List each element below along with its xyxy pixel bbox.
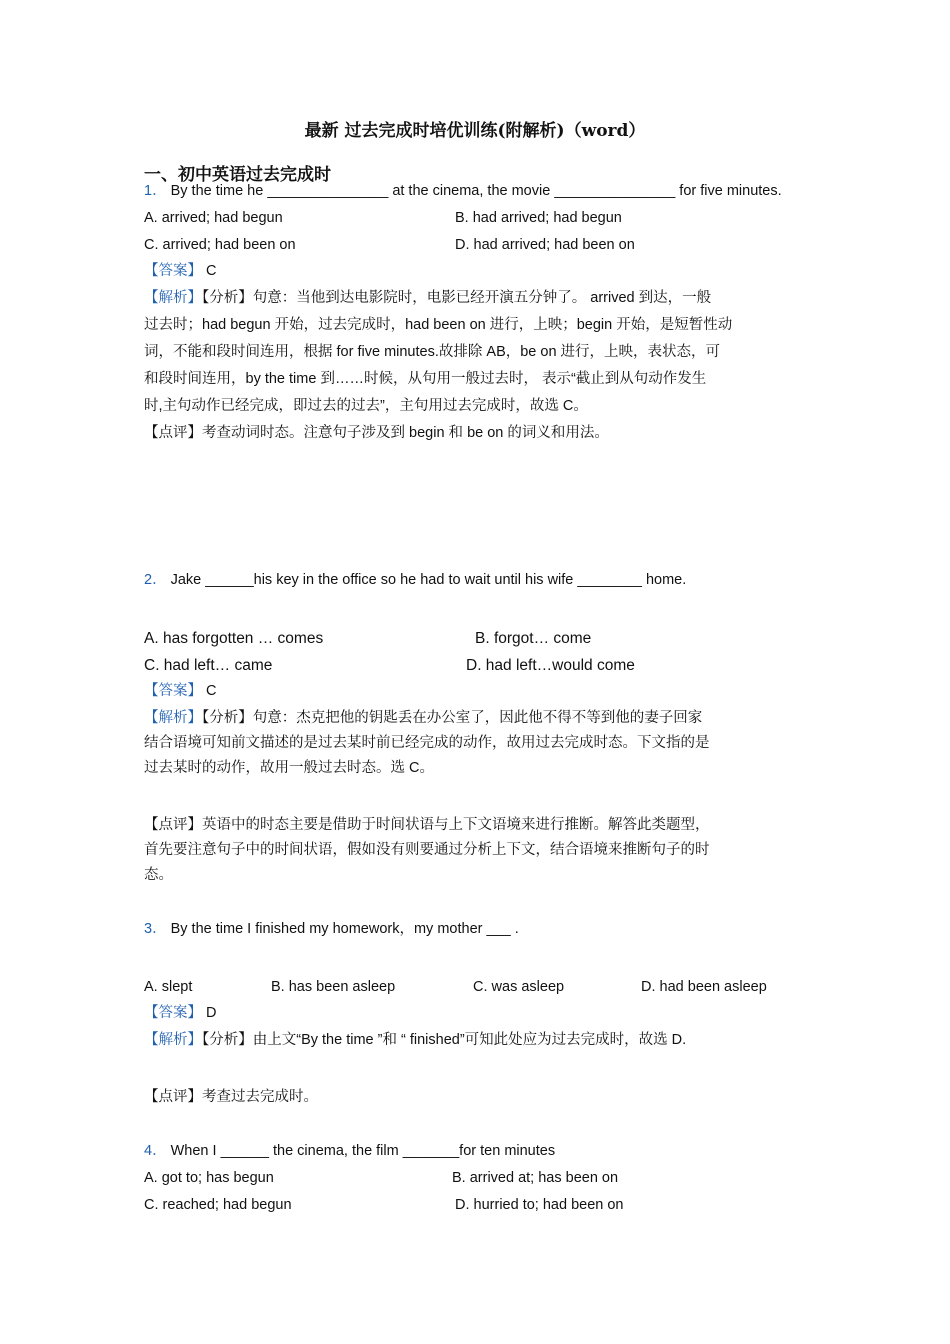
option-c: C. arrived; had been on [144, 237, 296, 253]
question-text: Jake ______his key in the office so he had to wait until his wife ________ home. [170, 572, 687, 588]
question-2-stem [144, 567, 809, 594]
analysis-text: 词，不能和段时间连用，根据 for five minutes.故排除 AB，be on 进行，上映，表状态，可 [144, 344, 721, 360]
comment-text: 英语中的时态主要是借助于时间状语与上下文语境来进行推断。解答此类题型， [202, 817, 710, 833]
analysis-text: 【分析】句意：杰克把他的钥匙丢在办公室了，因此他不得不等到他的妻子回家 [202, 710, 703, 726]
question-text: By the time he _______________ at the cinema, the movie _______________ for five minutes. [170, 183, 782, 199]
comment-text: 态。 [144, 867, 173, 883]
question-number: 4． [144, 1143, 167, 1159]
analysis-line [144, 1027, 809, 1054]
option-b: B. has been asleep [271, 979, 396, 995]
option-b: B. had arrived; had begun [455, 210, 622, 226]
analysis-text: 结合语境可知前文描述的是过去某时前已经完成的动作，故用过去完成时态。下文指的是 [144, 735, 710, 751]
section-heading: 一、初中英语过去完成时 [144, 165, 331, 184]
answer-line [144, 678, 809, 705]
answer-value: C [206, 683, 217, 699]
analysis-label: 【解析】 [144, 290, 202, 306]
analysis-text: 过去某时的动作，故用一般过去时态。选 C。 [144, 760, 434, 776]
question-text: By the time I finished my homework，my mother ___ . [170, 921, 519, 937]
page-title: 最新 过去完成时培优训练(附解析)（word） [304, 121, 646, 141]
option-d: D. hurried to; had been on [455, 1197, 624, 1213]
analysis-line [144, 285, 809, 312]
comment-line [144, 1084, 809, 1111]
analysis-text: 和段时间连用，by the time 到……时候，从句用一般过去时， 表示“截止到从句动作发生 [144, 371, 707, 387]
question-1-stem [144, 178, 809, 205]
question-4-stem [144, 1138, 809, 1165]
analysis-text: 过去时；had begun 开始，过去完成时，had been on 进行，上映；begin 开始，是短暂性动 [144, 317, 733, 333]
question-number: 2． [144, 572, 167, 588]
option-c: C. reached; had begun [144, 1197, 292, 1213]
question-text: When I ______ the cinema, the film _______for ten minutes [170, 1143, 556, 1159]
answer-value: D [206, 1005, 217, 1021]
comment-text: 考查动词时态。注意句子涉及到 begin 和 be on 的词义和用法。 [202, 425, 609, 441]
option-d: D. had been asleep [641, 979, 767, 995]
comment-label: 【点评】 [144, 425, 202, 441]
analysis-text: 【分析】句意：当他到达电影院时，电影已经开演五分钟了。 arrived 到达，一般 [202, 290, 712, 306]
analysis-line [144, 705, 809, 732]
analysis-text: 时,主句动作已经完成，即过去的过去”，主句用过去完成时，故选 C。 [144, 398, 588, 414]
question-number: 1． [144, 183, 167, 199]
option-a: A. has forgotten … comes [144, 630, 324, 647]
analysis-label: 【解析】 [144, 1032, 202, 1048]
option-a: A. arrived; had begun [144, 210, 283, 226]
comment-label: 【点评】 [144, 817, 202, 833]
answer-line [144, 258, 809, 285]
option-c: C. was asleep [473, 979, 565, 995]
analysis-label: 【解析】 [144, 710, 202, 726]
analysis-text: 【分析】由上文“By the time ”和 “ finished”可知此处应为过去完成时，故选 D. [202, 1032, 687, 1048]
question-number: 3． [144, 921, 167, 937]
comment-text: 首先要注意句子中的时间状语，假如没有则要通过分析上下文，结合语境来推断句子的时 [144, 842, 710, 858]
comment-line [144, 420, 809, 447]
option-d: D. had arrived; had been on [455, 237, 635, 253]
answer-line [144, 1000, 809, 1027]
answer-value: C [206, 263, 217, 279]
option-b: B. arrived at; has been on [452, 1170, 619, 1186]
option-b: B. forgot… come [475, 630, 592, 647]
answer-label: 【答案】 [144, 263, 202, 279]
comment-line [144, 812, 809, 839]
answer-label: 【答案】 [144, 683, 202, 699]
option-a: A. slept [144, 979, 193, 995]
comment-label: 【点评】 [144, 1089, 202, 1105]
question-3-stem [144, 916, 809, 943]
option-c: C. had left… came [144, 657, 273, 674]
comment-text: 考查过去完成时。 [202, 1089, 318, 1105]
option-a: A. got to; has begun [144, 1170, 274, 1186]
option-d: D. had left…would come [466, 657, 635, 674]
answer-label: 【答案】 [144, 1005, 202, 1021]
